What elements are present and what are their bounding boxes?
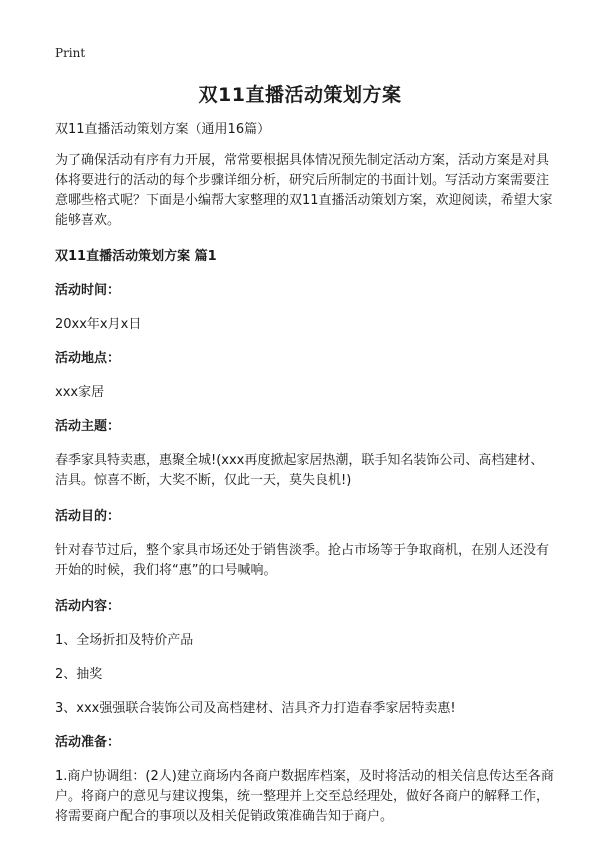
section-title: 双11直播活动策划方案 篇1 (55, 249, 217, 264)
purpose-value: 针对春节过后，整个家具市场还处于销售淡季。抢占市场等于争取商机，在别人还没有开始的时候，我们将“惠”的口号喊响。 (55, 543, 550, 578)
content-item-3: 3、xxx强强联合装饰公司及高档建材、洁具齐力打造春季家居特卖惠! (55, 701, 456, 716)
place-value: xxx家居 (55, 385, 105, 400)
print-label: Print (55, 46, 86, 60)
document-body (55, 120, 555, 841)
theme-heading: 活动主题： (55, 419, 121, 434)
time-heading: 活动时间： (55, 283, 121, 298)
time-value: 20xx年x月x日 (55, 317, 142, 332)
document-subtitle: 双11直播活动策划方案（通用16篇） (55, 122, 271, 137)
intro-paragraph: 为了确保活动有序有力开展，常常要根据具体情况预先制定活动方案，活动方案是对具体将要进行的活动的每个步骤详细分析，研究后所制定的书面计划。写活动方案需要注意哪些格式呢？下面是小编帮大家整理的双11直播活动策划方案，欢迎阅读，希望大家能够喜欢。 (55, 153, 553, 228)
theme-value: 春季家具特卖惠，惠聚全城!(xxx再度掀起家居热潮，联手知名装饰公司、高档建材、洁具。惊喜不断，大奖不断，仅此一天，莫失良机!) (55, 453, 544, 488)
prep-heading: 活动准备： (55, 735, 121, 750)
place-heading: 活动地点： (55, 351, 121, 366)
prep-value: 1.商户协调组：(2人)建立商场内各商户数据库档案，及时将活动的相关信息传达至各商户。将商户的意见与建议搜集，统一整理并上交至总经理处，做好各商户的解释工作，将需要商户配合的事项以及相关促销政策准确告知于商户。 (55, 769, 554, 824)
purpose-heading: 活动目的： (55, 509, 121, 524)
content-heading: 活动内容： (55, 599, 121, 614)
page-title: 双11直播活动策划方案 (198, 84, 402, 106)
content-item-2: 2、抽奖 (55, 667, 103, 682)
content-item-1: 1、全场折扣及特价产品 (55, 633, 194, 648)
